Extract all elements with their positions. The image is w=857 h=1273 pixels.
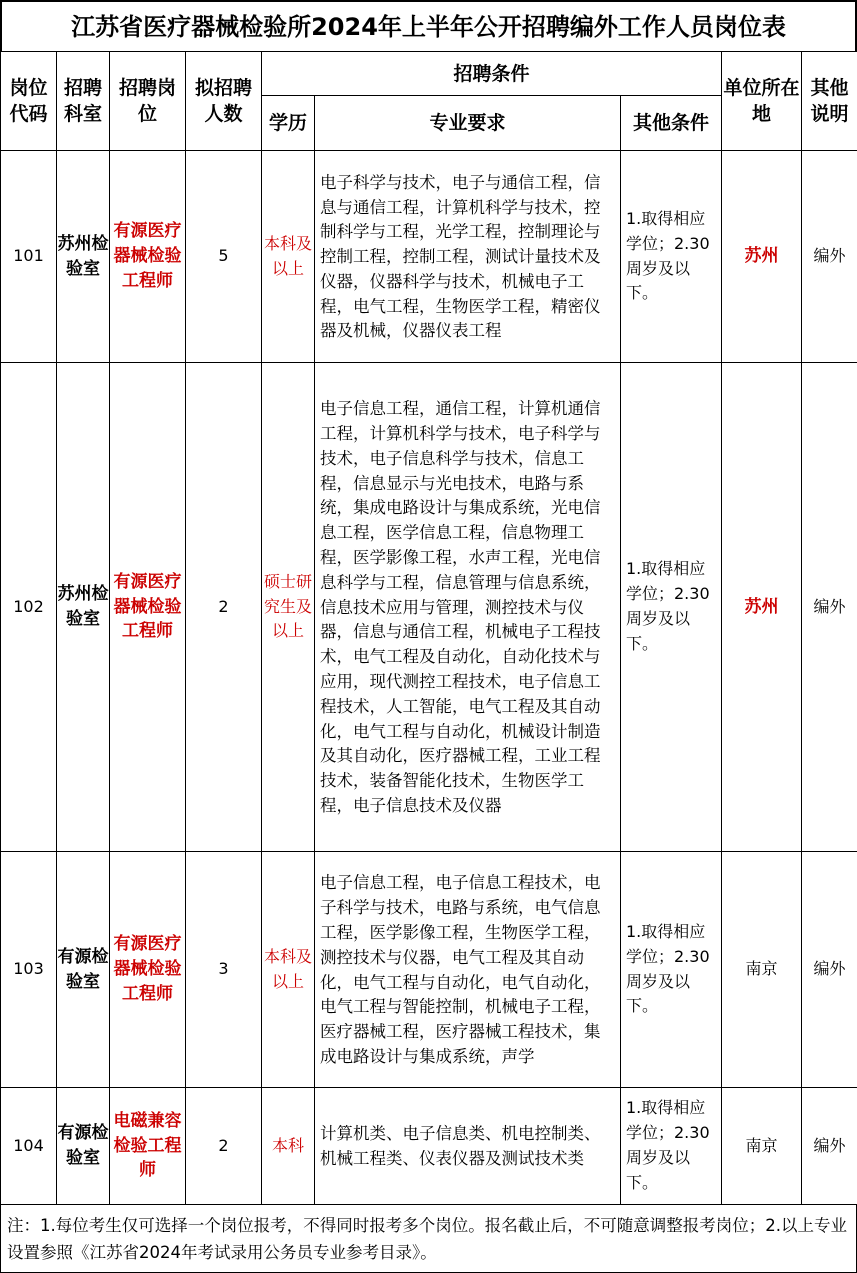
header-conditions: 招聘条件 (262, 52, 722, 96)
cell-other: 1.取得相应学位；2.30周岁及以下。 (621, 852, 722, 1088)
table-row (1, 852, 857, 1088)
cell-edu: 本科及以上 (262, 852, 315, 1088)
cell-location: 南京 (722, 852, 802, 1088)
cell-post: 有源医疗器械检验工程师 (110, 151, 186, 363)
cell-dept: 苏州检验室 (57, 151, 110, 363)
header-other: 其他条件 (621, 96, 722, 151)
cell-post: 有源医疗器械检验工程师 (110, 363, 186, 852)
cell-edu: 本科 (262, 1088, 315, 1205)
cell-dept: 有源检验室 (57, 1088, 110, 1205)
cell-edu: 本科及以上 (262, 151, 315, 363)
cell-count: 3 (186, 852, 262, 1088)
cell-remark: 编外 (802, 151, 857, 363)
cell-location: 苏州 (722, 151, 802, 363)
cell-edu: 硕士研究生及以上 (262, 363, 315, 852)
cell-remark: 编外 (802, 363, 857, 852)
header-post: 招聘岗位 (110, 52, 186, 151)
cell-major: 计算机类、电子信息类、机电控制类、机械工程类、仪表仪器及测试技术类 (315, 1088, 621, 1205)
header-dept: 招聘科室 (57, 52, 110, 151)
cell-remark: 编外 (802, 1088, 857, 1205)
header-edu: 学历 (262, 96, 315, 151)
cell-location: 苏州 (722, 363, 802, 852)
cell-code: 104 (1, 1088, 57, 1205)
header-code: 岗位代码 (1, 52, 57, 151)
cell-other: 1.取得相应学位；2.30周岁及以下。 (621, 1088, 722, 1205)
cell-other: 1.取得相应学位；2.30周岁及以下。 (621, 363, 722, 852)
cell-post: 电磁兼容检验工程师 (110, 1088, 186, 1205)
header-remark: 其他说明 (802, 52, 857, 151)
cell-dept: 苏州检验室 (57, 363, 110, 852)
table-row (1, 151, 857, 363)
cell-major: 电子科学与技术，电子与通信工程，信息与通信工程，计算机科学与技术，控制科学与工程，光学工程，控制理论与控制工程，控制工程，测试计量技术及仪器，仪器科学与技术，机械电子工程，电气工程，生物医学工程，精密仪器及机械，仪器仪表工程 (315, 151, 621, 363)
cell-post: 有源医疗器械检验工程师 (110, 852, 186, 1088)
footnote: 注：1.每位考生仅可选择一个岗位报考，不得同时报考多个岗位。报名截止后，不可随意调整报考岗位；2.以上专业设置参照《江苏省2024年考试录用公务员专业参考目录》。 (0, 1204, 857, 1273)
cell-code: 101 (1, 151, 57, 363)
table-row (1, 363, 857, 852)
cell-other: 1.取得相应学位；2.30周岁及以下。 (621, 151, 722, 363)
cell-major: 电子信息工程，通信工程，计算机通信工程，计算机科学与技术，电子科学与技术，电子信息科学与技术，信息工程，信息显示与光电技术，电路与系统，集成电路设计与集成系统，光电信息工程，医学信息工程，信息物理工程，医学影像工程，水声工程，光电信息科学与工程，信息管理与信息系统，信息技术应用与管理，测控技术与仪器，信息与通信工程，机械电子工程技术，电气工程及自动化，自动化技术与应用，现代测控工程技术，电子信息工程技术，人工智能，电气工程及其自动化，电气工程与自动化，机械设计制造及其自动化，医疗器械工程，工业工程技术，装备智能化技术，生物医学工程，电子信息技术及仪器 (315, 363, 621, 852)
header-major: 专业要求 (315, 96, 621, 151)
cell-major: 电子信息工程，电子信息工程技术，电子科学与技术，电路与系统，电气信息工程，医学影像工程，生物医学工程，测控技术与仪器，电气工程及其自动化，电气工程与自动化，电气自动化，电气工程与智能控制，机械电子工程，医疗器械工程，医疗器械工程技术，集成电路设计与集成系统，声学 (315, 852, 621, 1088)
table-row (1, 1088, 857, 1205)
cell-location: 南京 (722, 1088, 802, 1205)
job-table (0, 51, 857, 1205)
header-location: 单位所在地 (722, 52, 802, 151)
cell-count: 2 (186, 1088, 262, 1205)
cell-dept: 有源检验室 (57, 852, 110, 1088)
page-title: 江苏省医疗器械检验所2024年上半年公开招聘编外工作人员岗位表 (0, 0, 857, 51)
cell-remark: 编外 (802, 852, 857, 1088)
cell-code: 102 (1, 363, 57, 852)
cell-count: 5 (186, 151, 262, 363)
header-count: 拟招聘人数 (186, 52, 262, 151)
cell-code: 103 (1, 852, 57, 1088)
cell-count: 2 (186, 363, 262, 852)
